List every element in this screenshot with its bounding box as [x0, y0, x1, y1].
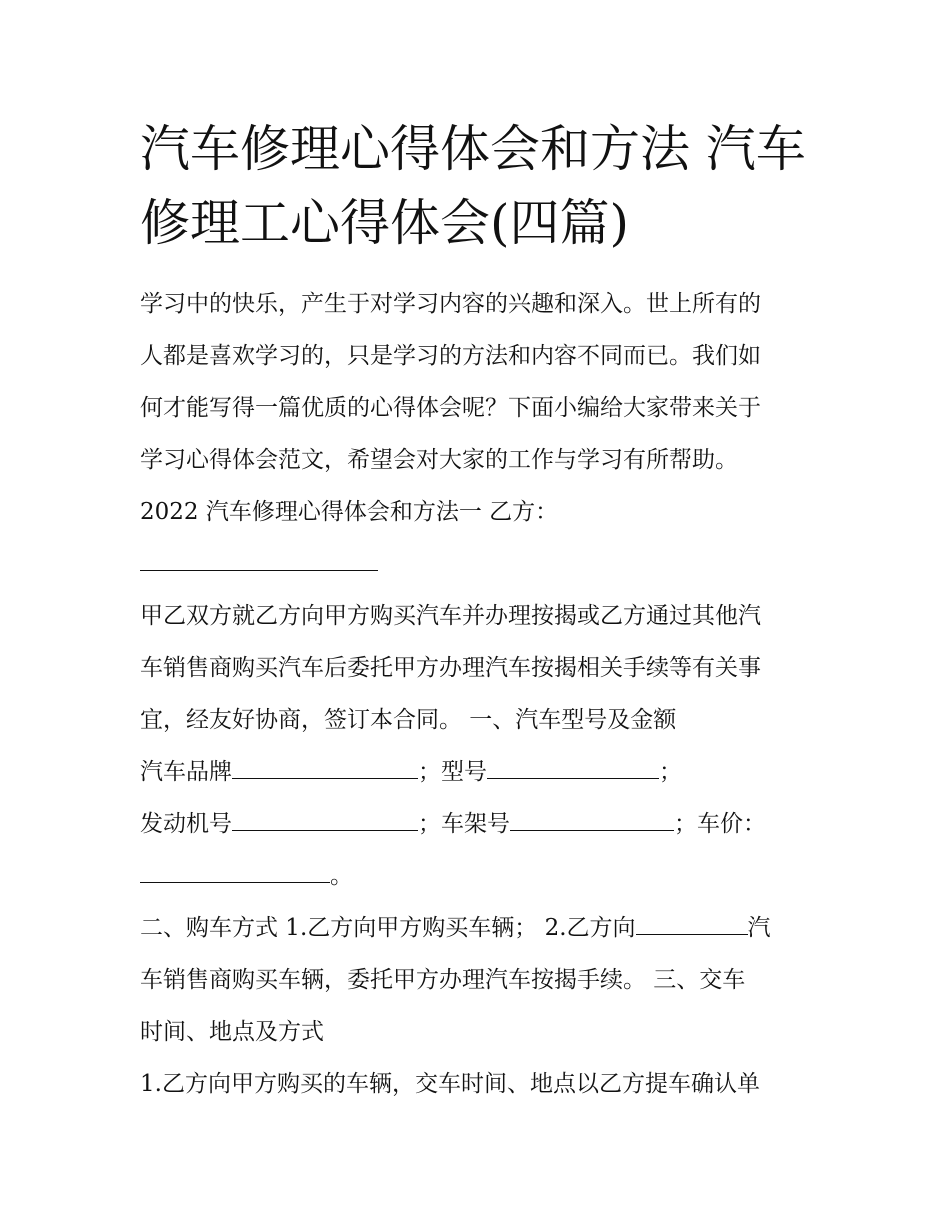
- purchase-line: 车销售商购买车辆，委托甲方办理汽车按揭手续。 三、交车: [140, 967, 746, 993]
- brand-label: 汽车品牌: [140, 759, 232, 785]
- contract-line: 甲乙双方就乙方向甲方购买汽车并办理按揭或乙方通过其他汽: [140, 603, 761, 629]
- frame-label: 车架号: [441, 811, 510, 837]
- title-line: 修理工心得体会(四篇): [140, 194, 630, 252]
- contract-line: 车销售商购买汽车后委托甲方办理汽车按揭相关手续等有关事: [140, 655, 761, 681]
- separator: ；: [659, 759, 682, 785]
- section-heading: 2022 汽车修理心得体会和方法一 乙方：: [140, 499, 559, 525]
- purchase-line-text: 二、购车方式 1.乙方向甲方购买车辆； 2.乙方向: [140, 915, 636, 941]
- document-body: [140, 278, 820, 1110]
- intro-line: 学习心得体会范文，希望会对大家的工作与学习有所帮助。: [140, 447, 738, 473]
- model-label: 型号: [441, 759, 487, 785]
- intro-line: 何才能写得一篇优质的心得体会呢？下面小编给大家带来关于: [140, 395, 761, 421]
- purchase-line: 时间、地点及方式: [140, 1019, 324, 1045]
- brand-blank: [232, 758, 418, 779]
- price-blank-row: [140, 850, 820, 902]
- separator: ；: [674, 811, 697, 837]
- page-title: [140, 112, 820, 260]
- purchase-line: 1.乙方向甲方购买的车辆，交车时间、地点以乙方提车确认单: [140, 1071, 760, 1097]
- price-label: 车价：: [697, 811, 766, 837]
- purchase-line-tail: 汽: [747, 915, 771, 941]
- brand-model-row: [140, 746, 820, 798]
- party-b-blank-row: [140, 538, 820, 590]
- engine-frame-price-row: [140, 798, 820, 850]
- dealer-blank: [636, 914, 748, 935]
- end-mark: 。: [330, 863, 353, 889]
- separator: ；: [418, 811, 441, 837]
- engine-label: 发动机号: [140, 811, 232, 837]
- model-blank: [487, 758, 659, 779]
- engine-blank: [232, 810, 418, 831]
- separator: ；: [418, 759, 441, 785]
- purchase-line: [140, 902, 820, 954]
- title-line: 汽车修理心得体会和方法 汽车: [140, 120, 806, 178]
- intro-line: 人都是喜欢学习的，只是学习的方法和内容不同而已。我们如: [140, 343, 761, 369]
- contract-line: 宜，经友好协商，签订本合同。 一、汽车型号及金额: [140, 707, 677, 733]
- price-blank: [140, 862, 330, 883]
- intro-line: 学习中的快乐，产生于对学习内容的兴趣和深入。世上所有的: [140, 291, 761, 317]
- frame-blank: [510, 810, 674, 831]
- party-b-blank: [140, 550, 378, 571]
